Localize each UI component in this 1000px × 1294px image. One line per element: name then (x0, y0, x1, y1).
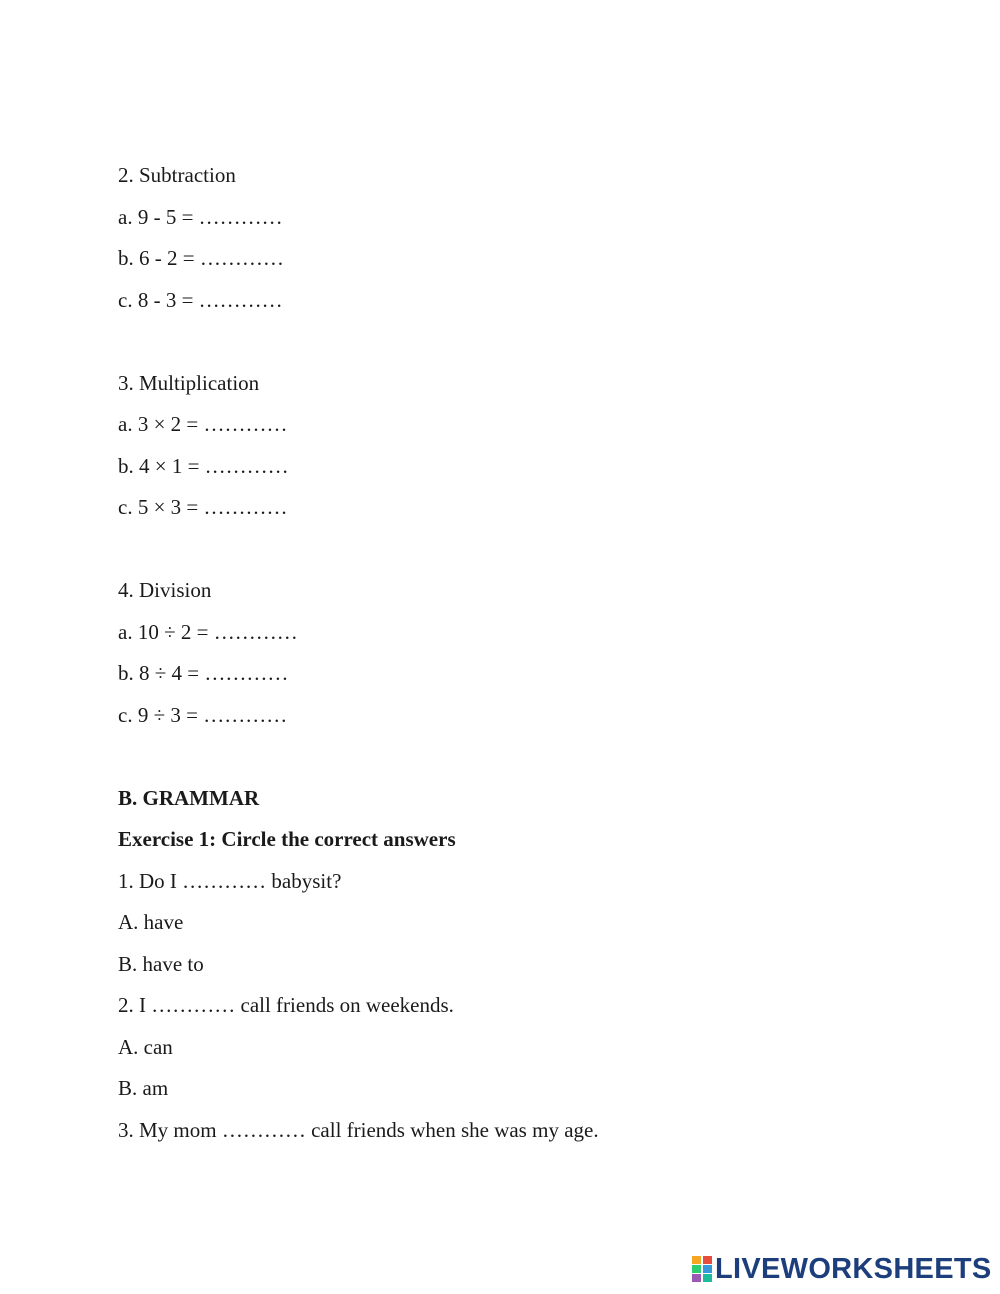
worksheet-content (118, 155, 918, 1151)
liveworksheets-logo-icon (692, 1256, 712, 1282)
grammar-section-title: B. GRAMMAR (118, 785, 260, 810)
subtraction-heading: 2. Subtraction (118, 163, 236, 187)
subtraction-item-b: b. 6 - 2 = ………… (118, 246, 284, 270)
multiplication-heading: 3. Multiplication (118, 370, 260, 395)
grammar-q2-option-a: A. can (118, 1034, 173, 1059)
grammar-question-1: 1. Do I ………… babysit? (118, 868, 342, 893)
subtraction-item-c: c. 8 - 3 = ………… (118, 287, 283, 312)
grammar-question-3: 3. My mom ………… call friends when she was my age. (118, 1117, 599, 1142)
division-item-c: c. 9 ÷ 3 = ………… (118, 702, 288, 727)
subtraction-item-a: a. 9 - 5 = ………… (118, 204, 283, 229)
spacer (118, 736, 918, 778)
spacer (118, 321, 918, 363)
multiplication-item-c: c. 5 × 3 = ………… (118, 495, 288, 519)
grammar-q2-option-b: B. am (118, 1076, 169, 1100)
liveworksheets-logo (692, 1253, 992, 1285)
grammar-question-2: 2. I ………… call friends on weekends. (118, 993, 454, 1017)
grammar-q1-option-a: A. have (118, 910, 184, 934)
division-item-b: b. 8 ÷ 4 = ………… (118, 661, 289, 685)
multiplication-item-b: b. 4 × 1 = ………… (118, 453, 289, 478)
division-item-a: a. 10 ÷ 2 = ………… (118, 619, 298, 644)
grammar-exercise-title: Exercise 1: Circle the correct answers (118, 827, 456, 851)
division-heading: 4. Division (118, 578, 212, 602)
spacer (118, 529, 918, 571)
liveworksheets-logo-text: LIVEWORKSHEETS (715, 1253, 992, 1285)
multiplication-item-a: a. 3 × 2 = ………… (118, 412, 288, 436)
grammar-q1-option-b: B. have to (118, 951, 204, 976)
